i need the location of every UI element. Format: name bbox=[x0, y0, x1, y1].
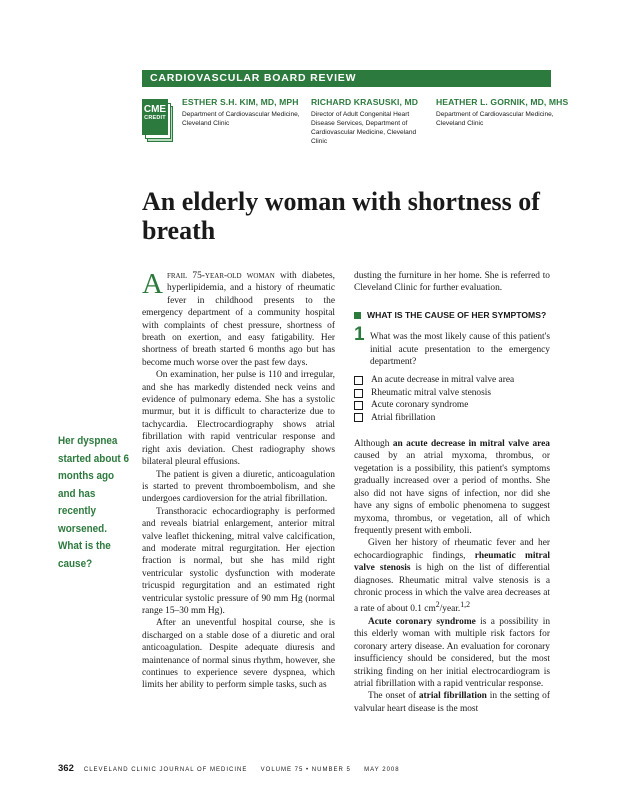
superscript: 2 bbox=[435, 600, 440, 610]
author-2 bbox=[311, 97, 426, 146]
citation: 1,2 bbox=[460, 600, 471, 610]
cme-credit-icon bbox=[142, 97, 172, 141]
lead-smallcaps: frail 75-year-old woman bbox=[166, 271, 275, 281]
section-heading bbox=[354, 309, 550, 321]
cme-label: CME bbox=[143, 104, 167, 115]
option bbox=[354, 387, 550, 399]
text: /year. bbox=[439, 604, 461, 615]
page-footer bbox=[58, 763, 400, 774]
pull-quote: Her dyspnea started about 6 months ago and has recently worsened. What is the cause? bbox=[58, 435, 129, 570]
author-3 bbox=[436, 97, 569, 128]
paragraph-text: with diabetes, hyperlipidemia, and a history of rheumatic fever in childhood presents to the emergency department of a community hospital with complaints of chest pressure, shortness of breath on exertion, and easy fatigability. Her shortness of breath started 6 months ago but has become much worse over the past few days. bbox=[142, 271, 335, 368]
bold-term: rheumatic mitral valve stenosis bbox=[354, 550, 550, 574]
section-banner: CARDIOVASCULAR BOARD REVIEW bbox=[142, 70, 551, 87]
page-number: 362 bbox=[58, 763, 74, 774]
paragraph: dusting the furniture in her home. She is referred to Cleveland Clinic for further evaluation. bbox=[354, 271, 550, 294]
option bbox=[354, 374, 550, 386]
paragraph bbox=[354, 537, 550, 616]
bold-term: Acute coronary syndrome bbox=[368, 616, 476, 627]
option bbox=[354, 412, 550, 424]
square-bullet-icon bbox=[354, 312, 361, 319]
author-name: RICHARD KRASUSKI, MD bbox=[311, 97, 419, 107]
paragraph bbox=[142, 270, 335, 369]
option-text: Acute coronary syndrome bbox=[371, 400, 469, 411]
question-number: 1 bbox=[354, 324, 365, 346]
paragraph bbox=[354, 690, 550, 715]
answer-options bbox=[354, 374, 550, 424]
checkbox-icon bbox=[354, 413, 363, 422]
bold-term: an acute decrease in mitral valve area bbox=[392, 439, 550, 450]
text: in the setting of valvular heart disease is the most bbox=[354, 691, 550, 714]
paragraph bbox=[354, 438, 550, 537]
author-affiliation: Department of Cardiovascular Medicine, Cleveland Clinic bbox=[436, 111, 554, 127]
text: The onset of bbox=[368, 691, 419, 702]
text: caused by an atrial myxoma, thrombus, or vegetation is a possibility, this patient's symptoms gradually increased over a period of months. She also did not have signs of infection, nor did she have any signs of embolic phenomena to suggest myxoma, thrombus, or vegetation, all of which frequently present with emboli. bbox=[354, 451, 550, 536]
option-text: Atrial fibrillation bbox=[371, 412, 436, 423]
text: is a possibility in this elderly woman with multiple risk factors for coronary artery disease. An evaluation for coronary insufficiency should be considered, but the most striking finding on her initial electrocardiogram is atrial fibrillation with a rapid ventricular response. bbox=[354, 616, 551, 689]
text: is high on the list of differential diagnoses. Rheumatic mitral valve stenosis is a chronic process in which the valve area decreases at a rate of about 0.1 cm bbox=[354, 563, 551, 615]
section-heading-text: WHAT IS THE CAUSE OF HER SYMPTOMS? bbox=[367, 309, 547, 320]
checkbox-icon bbox=[354, 389, 363, 398]
author-affiliation: Director of Adult Congenital Heart Disease Services, Department of Cardiovascular Medicine, Cleveland Clinic bbox=[311, 111, 417, 145]
left-column bbox=[142, 270, 335, 692]
author-name: HEATHER L. GORNIK, MD, MHS bbox=[436, 97, 569, 107]
journal-info: CLEVELAND CLINIC JOURNAL OF MEDICINE VOLUME 75 • NUMBER 5 MAY 2008 bbox=[83, 767, 400, 773]
paragraph: After an uneventful hospital course, she is discharged on a stable dose of a diuretic and oral anticoagulation. Despite adequate diuresis and maintenance of normal sinus rhythm, however, she continues to experience severe dyspnea, which limits her ability to perform simple tasks, such as bbox=[142, 618, 335, 691]
paragraph: The patient is given a diuretic, anticoagulation is started to prevent thromboembolism, and she undergoes cardioversion for the atrial fibrillation. bbox=[142, 469, 335, 505]
paragraph: Transthoracic echocardiography is performed and reveals biatrial enlargement, anterior mitral valve leaflet thickening, mitral valve calcification, and moderate mitral regurgitation. Her ejection fraction is normal, but she has mild right ventricular systolic dysfunction with moderate tricuspid regurgitation and an estimated right ventricular systolic pressure of 90 mm Hg (normal range 15–30 mm Hg). bbox=[142, 506, 335, 616]
paragraph bbox=[354, 616, 550, 690]
option-text: An acute decrease in mitral valve area bbox=[371, 375, 515, 386]
author-affiliation: Department of Cardiovascular Medicine, Cleveland Clinic bbox=[182, 111, 300, 127]
question-text: What was the most likely cause of this patient's initial acute presentation to the emergency department? bbox=[370, 332, 550, 368]
bold-term: atrial fibrillation bbox=[418, 691, 487, 702]
author-1 bbox=[182, 97, 302, 128]
right-column bbox=[354, 270, 550, 715]
article-title: An elderly woman with shortness of breath bbox=[142, 187, 540, 245]
author-name: ESTHER S.H. KIM, MD, MPH bbox=[182, 97, 299, 107]
checkbox-icon bbox=[354, 376, 363, 385]
drop-cap: A bbox=[142, 268, 163, 300]
text: Although bbox=[354, 439, 393, 450]
checkbox-icon bbox=[354, 401, 363, 410]
option bbox=[354, 399, 550, 411]
text: Given her history of rheumatic fever and her echocardiographic findings, bbox=[354, 538, 550, 561]
paragraph: On examination, her pulse is 110 and irregular, and she has markedly distended neck veins and evidence of pulmonary edema. She has a systolic murmur, but it is difficult to characterize due to tachycardia. Electrocardiography shows atrial fibrillation with rapid ventricular response and right axis deviation. Chest radiography shows bilateral pleural effusions. bbox=[142, 370, 335, 468]
question bbox=[354, 324, 550, 368]
option-text: Rheumatic mitral valve stenosis bbox=[371, 387, 492, 398]
cme-credit-label: CREDIT bbox=[144, 115, 166, 121]
